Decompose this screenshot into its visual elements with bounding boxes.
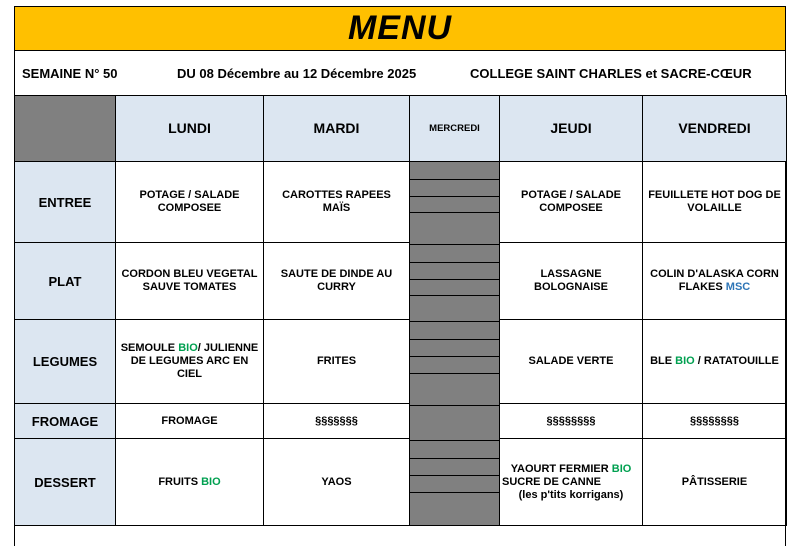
cell-plat-jeudi: LASSAGNE BOLOGNAISE [500, 243, 643, 320]
bio-label: BIO [201, 475, 221, 488]
cell-dessert-vendredi: PÂTISSERIE [643, 439, 787, 526]
cell-plat-mardi: SAUTE DE DINDE AU CURRY [264, 243, 410, 320]
row-plat [15, 243, 787, 320]
legumes-lundi-part-b: / JULIENNE DE LEGUMES ARC EN CIEL [130, 342, 259, 380]
date-range: DU 08 Décembre au 12 Décembre 2025 [177, 66, 417, 81]
bio-label: BIO [675, 355, 695, 367]
menu-table [14, 95, 787, 526]
dessert-jeudi-text: YAOURT FERMIER [510, 462, 609, 475]
day-header-row [15, 96, 787, 162]
row-entree [15, 162, 787, 243]
day-header-jeudi: JEUDI [500, 96, 643, 162]
legumes-vendredi-part-b: / RATATOUILLE [697, 355, 779, 367]
cell-legumes-lundi [116, 320, 264, 404]
row-dessert [15, 439, 787, 526]
cell-dessert-jeudi [500, 439, 643, 526]
merc-stripes-entree [410, 162, 499, 244]
merc-stripes-dessert [410, 440, 499, 525]
day-header-mercredi: MERCREDI [410, 96, 500, 162]
cell-fromage-vendredi: §§§§§§§§ [643, 404, 787, 439]
cell-fromage-lundi: FROMAGE [116, 404, 264, 439]
cell-legumes-mardi: FRITES [264, 320, 410, 404]
cell-plat-lundi: CORDON BLEU VEGETAL SAUVE TOMATES [116, 243, 264, 320]
row-label-entree: ENTREE [15, 162, 116, 243]
cell-entree-mardi: CAROTTES RAPEES MAÏS [264, 162, 410, 243]
legumes-lundi-part-a: SEMOULE [120, 342, 176, 354]
day-header-mardi: MARDI [264, 96, 410, 162]
row-label-plat: PLAT [15, 243, 116, 320]
plat-vendredi-text: COLIN D'ALASKA CORN FLAKES [650, 268, 779, 293]
menu-title: MENU [347, 9, 453, 47]
cell-dessert-mardi: YAOS [264, 439, 410, 526]
merc-stripes-legumes [410, 321, 499, 406]
cell-legumes-jeudi: SALADE VERTE [500, 320, 643, 404]
dessert-jeudi-line-1 [500, 463, 642, 476]
cell-dessert-lundi [116, 439, 264, 526]
row-label-dessert: DESSERT [15, 439, 116, 526]
merc-stripes-fromage [410, 405, 499, 441]
dessert-jeudi-line-2: SUCRE DE CANNE [502, 475, 602, 488]
day-header-lundi: LUNDI [116, 96, 264, 162]
dessert-lundi-text: FRUITS [158, 475, 199, 488]
bio-label: BIO [611, 462, 632, 475]
title-banner [14, 6, 786, 51]
cell-entree-vendredi: FEUILLETE HOT DOG DE VOLAILLE [643, 162, 787, 243]
row-legumes [15, 320, 787, 404]
legumes-vendredi-part-a: BLE [650, 355, 673, 367]
dessert-jeudi-line-3: (les p'tits korrigans) [518, 488, 624, 501]
cell-legumes-vendredi [643, 320, 787, 404]
cell-plat-vendredi [643, 243, 787, 320]
cell-fromage-jeudi: §§§§§§§§ [500, 404, 643, 439]
week-number: SEMAINE N° 50 [22, 66, 118, 81]
mercredi-closed-column [410, 162, 500, 526]
day-header-vendredi: VENDREDI [643, 96, 787, 162]
cell-entree-jeudi: POTAGE / SALADE COMPOSEE [500, 162, 643, 243]
row-label-legumes: LEGUMES [15, 320, 116, 404]
school-name: COLLEGE SAINT CHARLES et SACRE-CŒUR [470, 66, 752, 81]
bio-label: BIO [178, 342, 198, 354]
corner-cell [15, 96, 116, 162]
row-label-fromage: FROMAGE [15, 404, 116, 439]
merc-stripes-plat [410, 244, 499, 322]
info-row [14, 51, 786, 95]
cell-entree-lundi: POTAGE / SALADE COMPOSEE [116, 162, 264, 243]
cell-fromage-mardi: §§§§§§§ [264, 404, 410, 439]
row-fromage [15, 404, 787, 439]
msc-label: MSC [725, 281, 751, 293]
